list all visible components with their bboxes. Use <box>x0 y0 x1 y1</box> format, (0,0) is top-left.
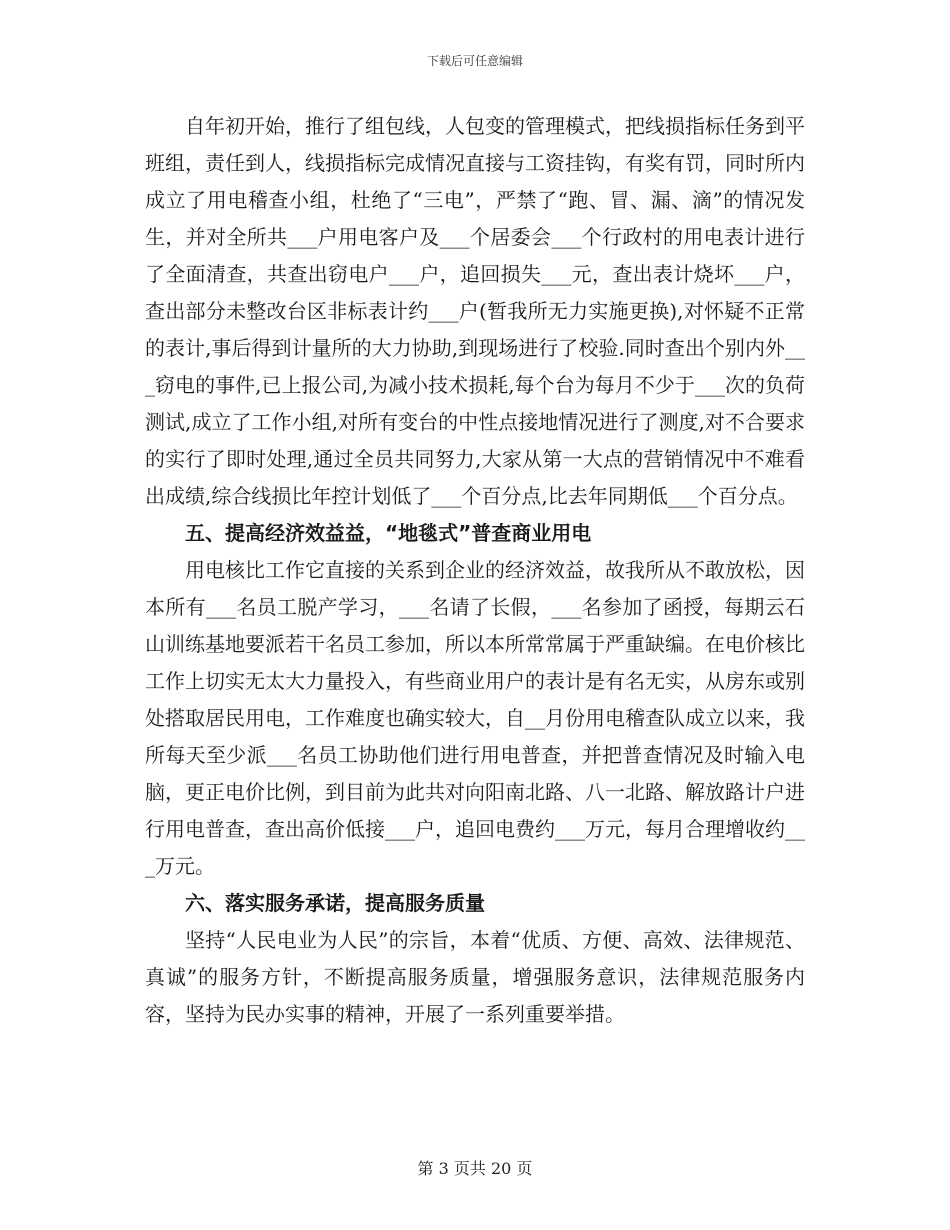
section-heading-6: 六、落实服务承诺，提高服务质量 <box>185 891 485 915</box>
paragraph-commercial-power: 用电核比工作它直接的关系到企业的经济效益，故我所从不敢放松，因本所有___名员工脱产学习，___名请了长假，___名参加了函授，每期云石山训练基地要派若干名员工参加，所以本所常常属于严重缺编。在电价核比工作上切实无太大力量投入，有些商业用户的表计是有名无实，从房东或别处搭取居民用电，工作难度也确实较大，自__月份用电稽查队成立以来，我所每天至少派___名员工协助他们进行用电普查，并把普查情况及时输入电脑，更正电价比例，到目前为此共对向阳南北路、八一北路、解放路计户进行用电普查，查出高价低接___户，追回电费约___万元，每月合理增收约___万元。 <box>145 558 805 878</box>
section-heading-5: 五、提高经济效益益，“地毯式”普查商业用电 <box>185 521 592 545</box>
page-footer: 第 3 页共 20 页 <box>417 1159 533 1178</box>
document-body <box>145 108 805 1033</box>
paragraph-line-loss: 自年初开始，推行了组包线，人包变的管理模式，把线损指标任务到平班组，责任到人，线损指标完成情况直接与工资挂钩，有奖有罚，同时所内成立了用电稽查小组，杜绝了“三电”，严禁了“跑、冒、漏、滴”的情况发生，并对全所共___户用电客户及___个居委会___个行政村的用电表计进行了全面清查，共查出窃电户___户，追回损失___元，查出表计烧坏___户，查出部分未整改台区非标表计约___户(暂我所无力实施更换),对怀疑不正常的表计,事后得到计量所的大力协助,到现场进行了校验.同时查出个别内外___窃电的事件,已上报公司,为减小技术损耗,每个台为每月不少于___次的负荷测试,成立了工作小组,对所有变台的中性点接地情况进行了测度,对不合要求的实行了即时处理,通过全员共同努力,大家从第一大点的营销情况中不难看出成绩,综合线损比年控计划低了___个百分点,比去年同期低___个百分点。 <box>145 114 805 508</box>
page-header: 下载后可任意编辑 <box>426 54 523 68</box>
paragraph-service: 坚持“人民电业为人民”的宗旨，本着“优质、方便、高效、法律规范、真诚”的服务方针，不断提高服务质量，增强服务意识，法律规范服务内容，坚持为民办实事的精神，开展了一系列重要举措。 <box>145 928 805 1026</box>
